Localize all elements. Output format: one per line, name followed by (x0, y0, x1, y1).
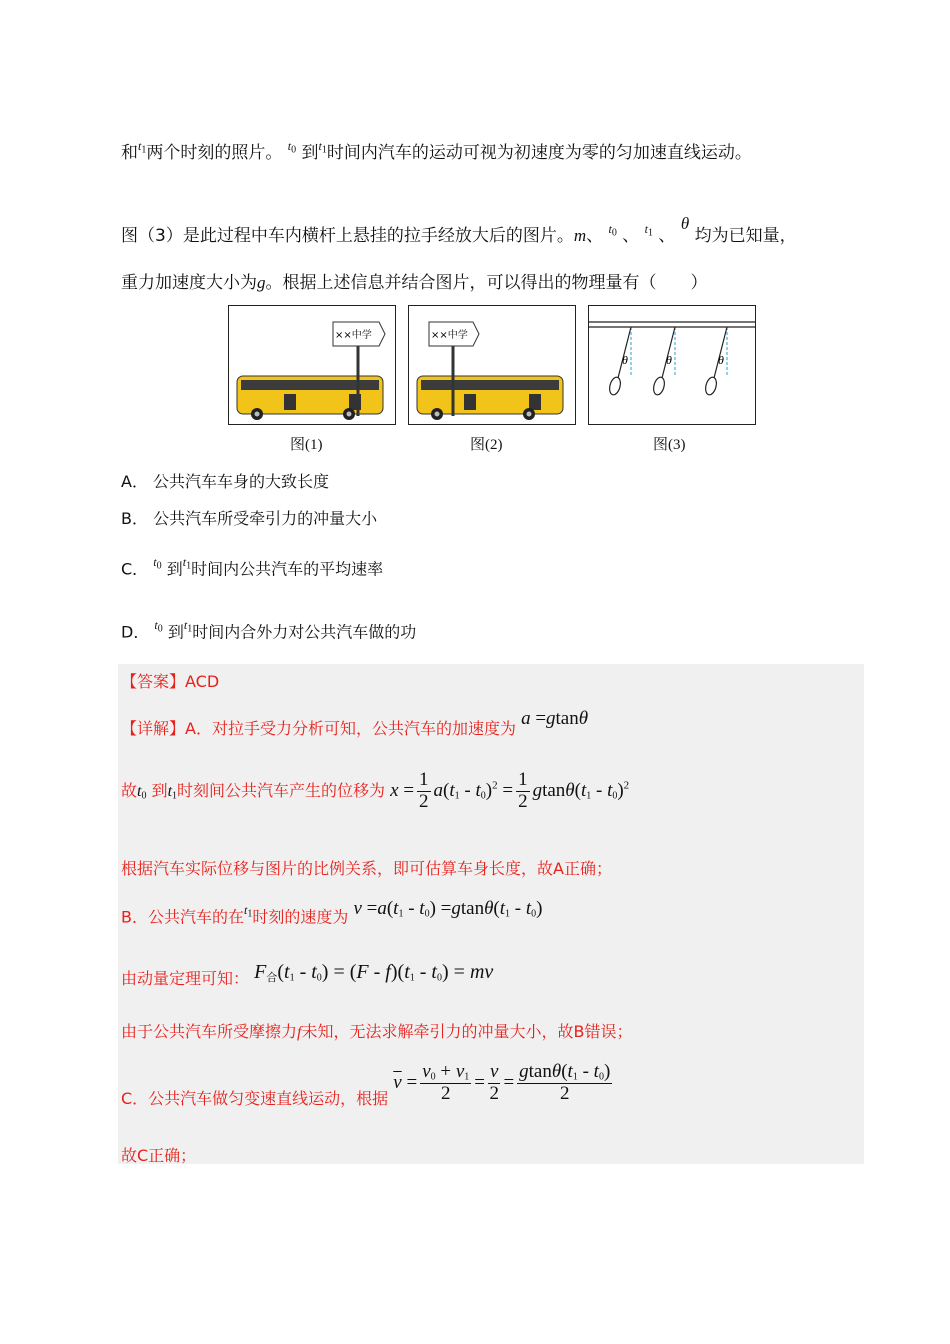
option-text: 公共汽车所受牵引力的冲量大小 (153, 509, 378, 528)
figure-2 (408, 305, 576, 425)
detail-text: 时刻的速度为 (252, 907, 349, 927)
detail-tag: 【详解】 (121, 719, 186, 738)
text: 、 (658, 225, 676, 246)
option-d[interactable] (121, 618, 416, 642)
text: 图（3）是此过程中车内横杆上悬挂的拉手经放大后的图片。 (121, 225, 574, 246)
option-label: B． (121, 509, 148, 528)
option-text: 到 (167, 622, 184, 642)
t0-symbol: t0 (153, 555, 162, 572)
t1-symbol: t1 (182, 555, 192, 572)
equation-displacement: x = $\frac{1}{2}$ $a(t_1 - t_0)^2$ = $\frac{1}{2}$ $gtan\theta(t_1 - t_0)^2$ (390, 769, 630, 812)
detail-line-3 (121, 856, 612, 879)
detail-text: 时刻间公共汽车产生的位移为 (177, 780, 386, 800)
t1-symbol: t1 (138, 138, 147, 156)
t1-symbol: t1 (183, 618, 193, 635)
t1-symbol: t1 (318, 138, 327, 156)
detail-line-8 (121, 1143, 196, 1166)
figure-3 (588, 305, 756, 425)
theta-label: θ (666, 353, 672, 367)
t1-symbol: t1 (644, 221, 654, 238)
detail-line-5 (121, 961, 494, 991)
answer-line (121, 669, 219, 692)
t0-symbol: t0 (287, 138, 297, 156)
detail-text: 由于公共汽车所受摩擦力 (121, 1022, 298, 1041)
detail-text: B．公共汽车的在 (121, 907, 244, 927)
text: 。根据上述信息并结合图片，可以得出的物理量有（ ） (265, 273, 708, 293)
detail-line-4: B．公共汽车的在$^{t_1}$时刻的速度为 $v =a(t_1 - t_0) =gtan\theta(t_1 - t_0)$ (121, 898, 543, 927)
theta-label: θ (718, 353, 724, 367)
sign-text: ××中学 (335, 330, 372, 341)
question-line-1 (121, 138, 752, 163)
detail-text: A．对拉手受力分析可知，公共汽车的加速度为 (185, 719, 516, 738)
question-line-3 (121, 268, 708, 293)
detail-text: C．公共汽车做匀变速直线运动，根据 (121, 1088, 389, 1108)
detail-line-6 (121, 1019, 632, 1042)
detail-text: 由动量定理可知： (121, 969, 250, 988)
bus-scene-2 (409, 306, 575, 424)
option-label: C． (121, 559, 149, 579)
option-text: 时间内公共汽车的平均速率 (191, 559, 384, 579)
figure-1 (228, 305, 396, 425)
detail-text: 故 (121, 780, 138, 800)
t0-symbol: t0 (608, 221, 617, 238)
text: 重力加速度大小为 (121, 273, 257, 293)
text: 和 (121, 143, 138, 163)
caption-figure-3: 图(3) (653, 437, 686, 453)
option-text: 时间内合外力对公共汽车做的功 (192, 622, 417, 642)
text: 到 (301, 143, 319, 163)
text: 、 (586, 225, 604, 246)
text: 两个时刻的照片。 (146, 143, 283, 163)
equation-acceleration: a =gtanθ (521, 708, 589, 729)
option-c[interactable] (121, 555, 383, 579)
t0-symbol: t0 (154, 618, 163, 635)
detail-text: 到 (151, 780, 168, 800)
f-symbol: f (297, 1024, 302, 1041)
detail-text: 故C正确； (121, 1146, 197, 1165)
option-text: 公共汽车车身的大致长度 (153, 472, 330, 491)
theta-label: θ (622, 353, 628, 367)
detail-text: 未知，无法求解牵引力的冲量大小，故B错误； (301, 1022, 633, 1041)
theta-symbol: θ (680, 214, 690, 233)
handles-scene (589, 306, 755, 424)
question-line-2 (121, 214, 797, 246)
option-a[interactable] (121, 469, 329, 492)
caption-figure-2: 图(2) (470, 437, 503, 453)
bus-scene-1 (229, 306, 395, 424)
sign-text: ××中学 (431, 330, 468, 341)
detail-line-7 (121, 1061, 615, 1108)
option-b[interactable] (121, 506, 377, 529)
m-symbol: m (573, 225, 587, 245)
equation-average-velocity: $\overline{v}$ = $\frac{v_0 + v_1}{2}$ = $\frac{v}{2}$ = $\frac{gtan\theta(t_1 - t_0)}{2}$ (393, 1061, 611, 1104)
answer-tag: 【答案】 (121, 672, 186, 691)
detail-line-2: 故$t_0$ 到$t_1$时刻间公共汽车产生的位移为 x = $\frac{1}{2}$ $a(t_1 - t_0)^2$ = $\frac{1}{2}$ $gtan\theta(t_1 - t_0)^2$ (121, 769, 630, 812)
text: 、 (622, 225, 640, 246)
option-label: A． (121, 472, 148, 491)
detail-text: 根据汽车实际位移与图片的比例关系，即可估算车身长度，故A正确； (121, 859, 612, 878)
g-symbol: g (257, 273, 266, 292)
option-label: D． (121, 622, 150, 642)
option-text: 到 (166, 559, 183, 579)
equation-momentum: $F_合(t_1 - t_0) = (F - f)(t_1 - t_0)$ = mv (254, 961, 494, 984)
detail-line-1 (121, 708, 589, 740)
text: 均为已知量， (694, 225, 797, 246)
text: 时间内汽车的运动可视为初速度为零的匀加速直线运动。 (326, 143, 752, 163)
answer-value: ACD (185, 672, 220, 691)
equation-velocity: $v =a(t_1 - t_0) =gtan\theta(t_1 - t_0)$ (353, 898, 543, 920)
caption-figure-1: 图(1) (290, 437, 323, 453)
